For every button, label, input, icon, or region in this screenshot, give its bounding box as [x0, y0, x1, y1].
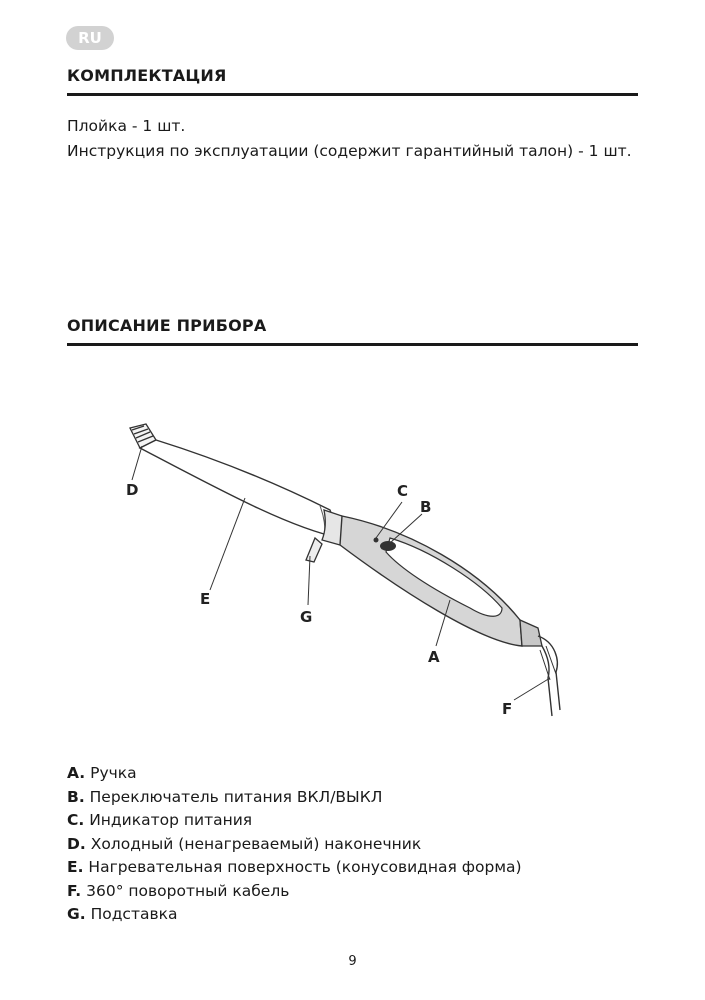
label-d: D [126, 481, 139, 499]
contents-line: Инструкция по эксплуатации (содержит гарантийный талон) - 1 шт. [67, 142, 632, 160]
part-row [67, 856, 522, 880]
label-b: B [420, 498, 432, 516]
leader-lines [132, 446, 550, 700]
curling-iron-drawing [110, 410, 580, 730]
label-a: A [428, 648, 440, 666]
contents-list [67, 114, 632, 164]
part-row [67, 880, 522, 904]
label-g: G [300, 608, 313, 626]
label-f: F [502, 700, 513, 718]
section-title-contents: КОМПЛЕКТАЦИЯ [67, 66, 638, 96]
stand [306, 538, 322, 562]
part-text: Переключатель питания ВКЛ/ВЫКЛ [89, 787, 383, 806]
label-e: E [200, 590, 211, 608]
part-key: G. [67, 905, 86, 923]
power-indicator [374, 538, 379, 543]
label-c: C [397, 482, 409, 500]
part-text: Нагревательная поверхность (конусовидная форма) [88, 858, 522, 876]
parts-list [67, 762, 522, 927]
part-text: 360° поворотный кабель [86, 881, 290, 900]
part-row [67, 903, 522, 927]
part-row [67, 833, 522, 857]
part-key: A. [67, 764, 86, 782]
part-text: Ручка [90, 764, 137, 782]
part-text: Подставка [90, 905, 178, 923]
power-switch [380, 541, 396, 551]
part-text: Индикатор питания [89, 811, 253, 829]
part-text: Холодный (ненагреваемый) наконечник [90, 834, 422, 853]
part-key: D. [67, 834, 86, 853]
part-row [67, 809, 522, 833]
part-key: F. [67, 881, 82, 900]
part-key: B. [67, 787, 85, 806]
part-row [67, 762, 522, 786]
part-key: E. [67, 858, 84, 876]
part-row [67, 786, 522, 810]
contents-line: Плойка - 1 шт. [67, 117, 186, 135]
page-number: 9 [348, 954, 357, 969]
curling-iron-diagram [110, 410, 580, 734]
swivel-joint [520, 620, 542, 646]
language-badge: RU [66, 26, 114, 50]
heating-barrel [140, 440, 340, 538]
part-key: C. [67, 811, 85, 829]
section-title-description: ОПИСАНИЕ ПРИБОРА [67, 316, 638, 346]
